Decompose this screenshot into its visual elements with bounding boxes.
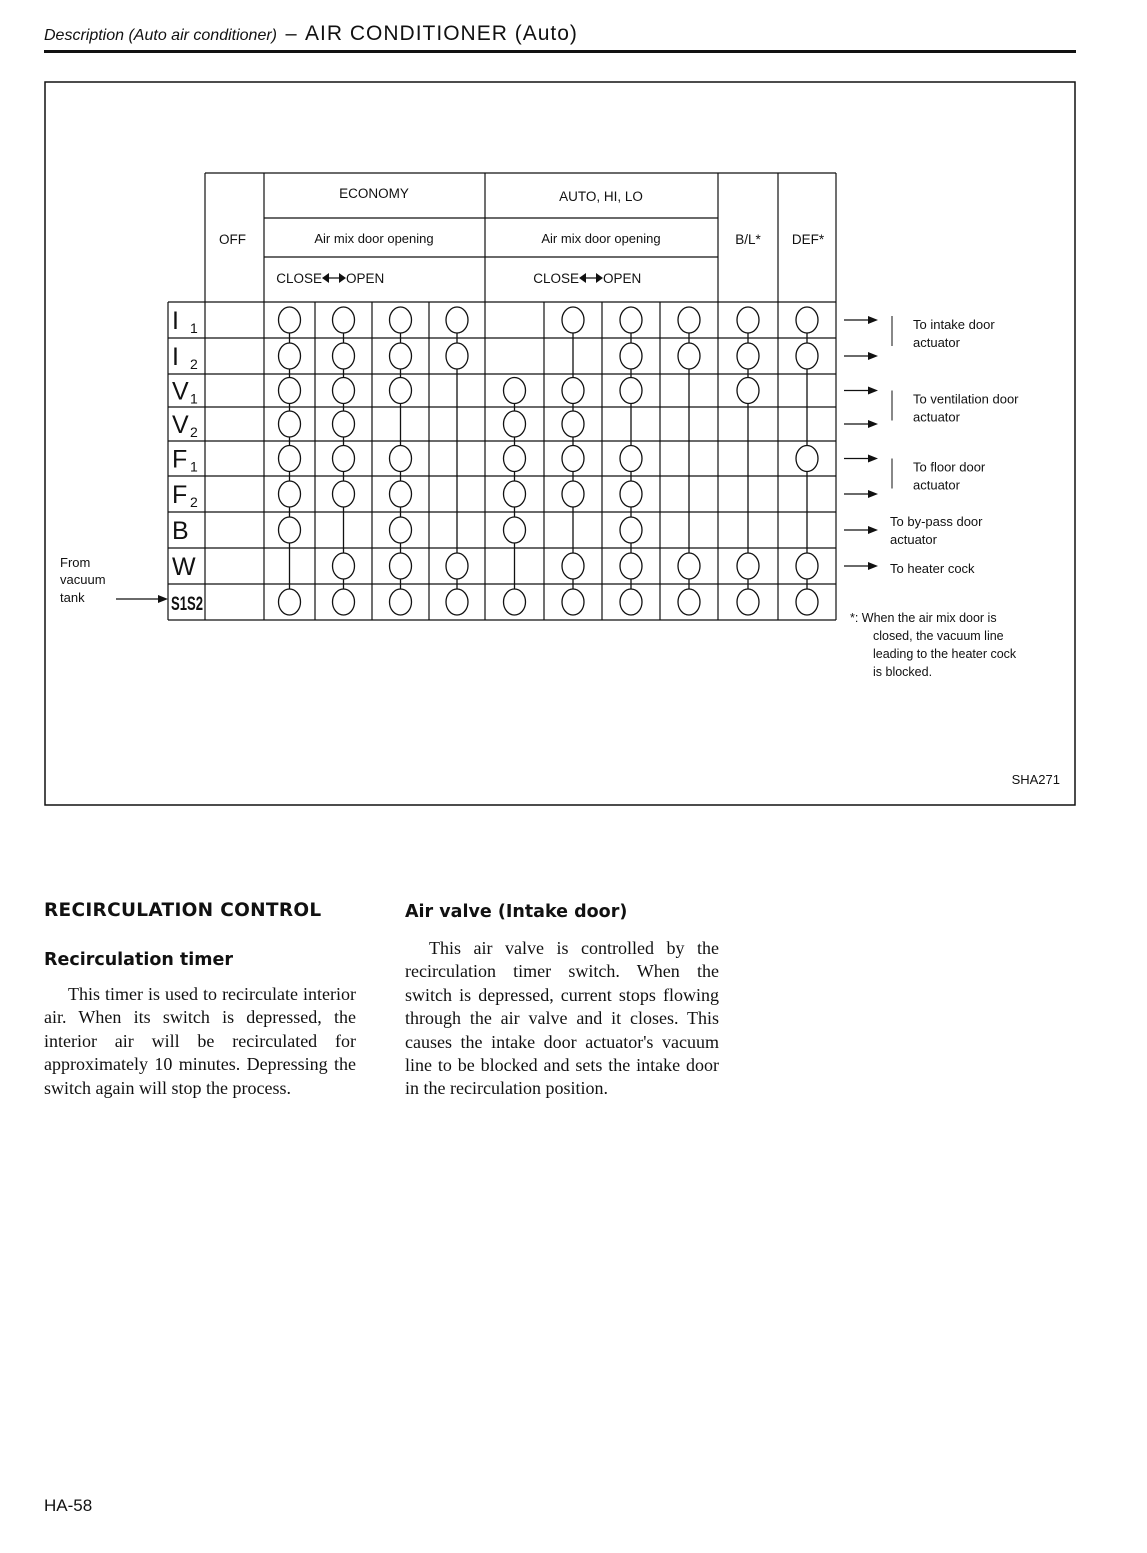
page-header	[44, 22, 578, 46]
output-label-intake-1: To intake door	[913, 317, 995, 332]
footnote-line-4: is blocked.	[873, 665, 933, 679]
vacuum-port-B-AUTO-1	[504, 517, 526, 543]
vacuum-port-F2-ECON-1	[279, 481, 301, 507]
mode-auto-label: AUTO, HI, LO	[559, 189, 643, 204]
vacuum-port-S1S2-ECON-2	[333, 589, 355, 615]
vacuum-port-I2-AUTO-3	[620, 343, 642, 369]
vacuum-port-I1-ECON-4	[446, 307, 468, 333]
vacuum-port-W-DEF	[796, 553, 818, 579]
output-label-heater-1: To heater cock	[890, 561, 975, 576]
paragraph-air-valve: This air valve is controlled by the recirculation timer switch. When the switch is depressed, current stops flowing through the air valve and it closes. This causes the intake door actuator's vacuum line to be blocked and sets the intake door in the recirculation position.	[405, 938, 719, 1099]
source-label-3: tank	[60, 590, 85, 605]
source-label-2: vacuum	[60, 572, 106, 587]
row-label-sub-F2: 2	[190, 494, 198, 510]
header-section: Description (Auto air conditioner)	[44, 27, 277, 44]
air-mix-label-auto: Air mix door opening	[541, 231, 661, 246]
vacuum-port-I1-DEF	[796, 307, 818, 333]
row-label-F2: F	[172, 481, 188, 509]
vacuum-port-F2-ECON-3	[390, 481, 412, 507]
vacuum-port-V1-AUTO-3	[620, 378, 642, 404]
output-label-floor-1: To floor door	[913, 459, 986, 475]
vacuum-port-I1-AUTO-4	[678, 307, 700, 333]
page-number: HA-58	[44, 1496, 93, 1515]
row-label-sub-I1: 1	[190, 320, 198, 336]
row-label-V1: V	[172, 377, 189, 406]
vacuum-port-V1-ECON-3	[390, 378, 412, 404]
vacuum-diagram-figure	[44, 81, 1076, 811]
vacuum-diagram	[44, 81, 1076, 806]
vacuum-port-S1S2-AUTO-1	[504, 589, 526, 615]
vacuum-port-F2-ECON-2	[333, 481, 355, 507]
vacuum-port-F2-AUTO-1	[504, 481, 526, 507]
vacuum-port-V1-ECON-2	[333, 378, 355, 404]
vacuum-port-F2-AUTO-2	[562, 481, 584, 507]
mode-bl-label: B/L*	[735, 232, 761, 247]
output-arrow-B-arrow-icon	[868, 526, 878, 534]
economy-close-label: CLOSE	[276, 271, 322, 286]
mode-economy-label: ECONOMY	[339, 186, 409, 201]
row-label-sub-I2: 2	[190, 356, 198, 372]
vacuum-port-V2-ECON-2	[333, 411, 355, 437]
auto-arrow-left-icon	[579, 273, 586, 283]
output-label-intake-2: actuator	[913, 335, 960, 350]
vacuum-port-I1-ECON-2	[333, 307, 355, 333]
subsection-title-timer: Recirculation timer	[44, 950, 234, 970]
vacuum-port-S1S2-AUTO-2	[562, 589, 584, 615]
output-label-bypass-1: To by-pass door	[890, 514, 983, 529]
header-title: AIR CONDITIONER (Auto)	[305, 22, 578, 45]
mode-def-label: DEF*	[791, 232, 825, 247]
vacuum-port-V2-ECON-1	[279, 411, 301, 437]
economy-open-label: OPEN	[346, 271, 385, 286]
auto-arrow-right-icon	[596, 273, 603, 283]
vacuum-port-I1-AUTO-2	[562, 307, 584, 333]
source-arrow-icon	[158, 595, 168, 603]
vacuum-port-F1-ECON-1	[279, 446, 301, 472]
vacuum-port-B-ECON-1	[279, 517, 301, 543]
vacuum-port-F1-AUTO-3	[620, 446, 642, 472]
subsection-title-air-valve: Air valve (Intake door)	[405, 902, 628, 922]
output-arrow-V1-arrow-icon	[868, 387, 878, 395]
row-label-sub-V2: 2	[190, 424, 198, 440]
row-label-I2: I	[172, 343, 179, 371]
row-label-sub-V1: 1	[190, 390, 198, 407]
row-label-V2: V	[172, 411, 189, 439]
output-label-ventilation-1: To ventilation door	[913, 391, 1019, 407]
row-label-sub-F1: 1	[190, 458, 198, 475]
vacuum-port-S1S2-ECON-3	[390, 589, 412, 615]
vacuum-port-F2-AUTO-3	[620, 481, 642, 507]
header-dash: –	[285, 23, 297, 45]
output-label-bypass-2: actuator	[890, 532, 937, 547]
paragraph-timer: This timer is used to recirculate interior air. When its switch is depressed, the interior air will be recirculated for approximately 10 minutes. Depressing the switch again will stop the process.	[44, 984, 356, 1098]
vacuum-port-S1S2-B/L	[737, 589, 759, 615]
figure-code: SHA271	[1011, 772, 1060, 787]
header-rule	[44, 50, 1076, 53]
row-label-F1: F	[172, 445, 188, 474]
vacuum-port-I1-AUTO-3	[620, 307, 642, 333]
vacuum-port-V1-ECON-1	[279, 378, 301, 404]
vacuum-port-I2-ECON-3	[390, 343, 412, 369]
row-label-W: W	[172, 553, 196, 581]
air-mix-label-economy: Air mix door opening	[314, 231, 434, 246]
source-label-1: From	[60, 555, 91, 570]
economy-arrow-right-icon	[339, 273, 346, 283]
vacuum-port-I2-DEF	[796, 343, 818, 369]
vacuum-port-F1-AUTO-1	[504, 446, 526, 472]
vacuum-port-I1-B/L	[737, 307, 759, 333]
vacuum-port-F1-ECON-3	[390, 446, 412, 472]
output-arrow-W-arrow-icon	[868, 562, 878, 570]
vacuum-port-S1S2-ECON-4	[446, 589, 468, 615]
vacuum-port-B-AUTO-3	[620, 517, 642, 543]
vacuum-port-W-ECON-2	[333, 553, 355, 579]
vacuum-port-F1-AUTO-2	[562, 446, 584, 472]
auto-open-label: OPEN	[603, 271, 642, 286]
output-arrow-V2-arrow-icon	[868, 420, 878, 428]
vacuum-port-S1S2-ECON-1	[279, 589, 301, 615]
vacuum-port-S1S2-AUTO-4	[678, 589, 700, 615]
footnote-line-3: leading to the heater cock	[873, 647, 1017, 661]
output-arrow-F1-arrow-icon	[868, 455, 878, 463]
vacuum-port-I2-B/L	[737, 343, 759, 369]
vacuum-port-W-AUTO-4	[678, 553, 700, 579]
vacuum-port-W-B/L	[737, 553, 759, 579]
row-label-B: B	[172, 517, 189, 545]
output-label-floor-2: actuator	[913, 477, 960, 493]
vacuum-port-I2-ECON-4	[446, 343, 468, 369]
vacuum-port-S1S2-AUTO-3	[620, 589, 642, 615]
mode-off-label: OFF	[219, 232, 246, 247]
vacuum-port-I2-AUTO-4	[678, 343, 700, 369]
vacuum-port-F1-ECON-2	[333, 446, 355, 472]
vacuum-port-B-ECON-3	[390, 517, 412, 543]
auto-close-label: CLOSE	[533, 271, 579, 286]
output-arrow-I2-arrow-icon	[868, 352, 878, 360]
vacuum-port-I1-ECON-3	[390, 307, 412, 333]
row-label-S1S2: S1S2	[171, 594, 203, 615]
footnote-line-1: *: When the air mix door is	[850, 611, 997, 625]
vacuum-port-I1-ECON-1	[279, 307, 301, 333]
vacuum-port-W-AUTO-3	[620, 553, 642, 579]
vacuum-port-W-ECON-3	[390, 553, 412, 579]
vacuum-port-V1-AUTO-1	[504, 378, 526, 404]
output-arrow-F2-arrow-icon	[868, 490, 878, 498]
vacuum-port-W-ECON-4	[446, 553, 468, 579]
vacuum-port-I2-ECON-1	[279, 343, 301, 369]
vacuum-port-W-AUTO-2	[562, 553, 584, 579]
row-label-I1: I	[172, 307, 179, 335]
economy-arrow-left-icon	[322, 273, 329, 283]
vacuum-port-V1-AUTO-2	[562, 378, 584, 404]
vacuum-port-I2-ECON-2	[333, 343, 355, 369]
vacuum-port-V1-B/L	[737, 378, 759, 404]
vacuum-port-S1S2-DEF	[796, 589, 818, 615]
vacuum-port-F1-DEF	[796, 446, 818, 472]
section-title: RECIRCULATION CONTROL	[44, 900, 322, 921]
output-arrow-I1-arrow-icon	[868, 316, 878, 324]
vacuum-port-V2-AUTO-2	[562, 411, 584, 437]
vacuum-port-V2-AUTO-1	[504, 411, 526, 437]
footnote-line-2: closed, the vacuum line	[873, 629, 1004, 643]
output-label-ventilation-2: actuator	[913, 409, 960, 425]
